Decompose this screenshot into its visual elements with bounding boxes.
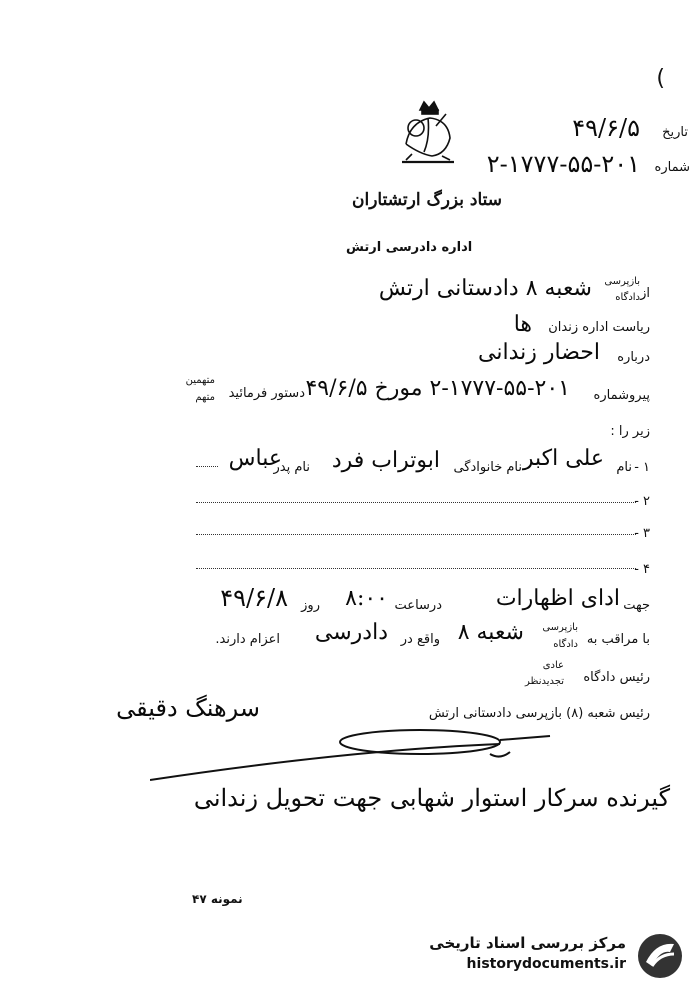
corner-mark: ( [656, 66, 665, 91]
list-item-1-family-value: ابوتراب فرد [331, 448, 440, 473]
date-label: تاریخ [662, 125, 688, 140]
escort-value: شعبه ۸ [457, 620, 524, 645]
list-item-3-num: ۳ - [634, 526, 650, 541]
signature-block-hand: سرهنگ دقیقی [116, 694, 260, 722]
from-value: شعبه ۸ دادستانی ارتش [378, 276, 592, 301]
day-label: روز [301, 598, 320, 613]
org-title: ستاد بزرگ ارتشتاران [352, 190, 503, 210]
escort-option-2: دادگاه [553, 639, 578, 650]
court-label: رئیس دادگاه [583, 670, 650, 685]
watermark [400, 932, 690, 982]
signature-stroke-icon [150, 720, 570, 790]
below-label: زیر را : [610, 424, 650, 439]
located-value: دادرسی [314, 620, 388, 645]
watermark-url: historydocuments.ir [466, 956, 626, 972]
lion-and-sun-emblem-icon [398, 96, 460, 168]
number-label: شماره [654, 160, 690, 175]
purpose-label: جهت [623, 598, 650, 613]
ref-option-2: متهم [195, 392, 215, 403]
about-value: احضار زندانی [478, 340, 600, 365]
watermark-title: مرکز بررسی اسناد تاریخی [429, 934, 626, 952]
list-item-1-father-value: عباس [228, 446, 282, 471]
list-item-1-name-label: نام [616, 460, 632, 475]
from-label: از [640, 286, 650, 301]
history-documents-logo-icon [636, 932, 684, 980]
list-item-1-num: ۱ - [634, 460, 650, 475]
to-label: ریاست اداره زندان [548, 320, 650, 335]
handwritten-note: گیرنده سرکار استوار شهابی جهت تحویل زندانی [193, 784, 670, 812]
day-value: ۴۹/۶/۸ [220, 584, 288, 612]
purpose-value: ادای اظهارات [495, 586, 620, 611]
list-item-2-line [196, 502, 636, 503]
about-label: درباره [617, 350, 650, 365]
list-item-1-father-label: نام پدر [273, 460, 310, 475]
form-number: نمونه ۴۷ [192, 892, 243, 906]
ref-option-1: متهمین [185, 375, 215, 386]
ref-suffix: دستور فرمائید [228, 386, 305, 401]
court-option-1: عادی [542, 660, 564, 671]
list-item-3-line [196, 534, 636, 535]
signature-block-label: رئیس شعبه (۸) بازپرسی دادستانی ارتش [428, 706, 650, 721]
number-value: ۲-۱۷۷۷-۵۵-۲۰۱ [486, 150, 640, 178]
ref-value: ۲-۱۷۷۷-۵۵-۲۰۱ مورخ ۴۹/۶/۵ [305, 376, 570, 401]
from-option-1: بازپرسی [604, 276, 640, 287]
date-value: ۴۹/۶/۵ [572, 114, 640, 142]
escort-suffix: اعزام دارند. [215, 632, 280, 647]
list-item-4-num: ۴ - [634, 562, 650, 577]
dept-title: اداره دادرسی ارتش [346, 240, 473, 255]
court-option-2: تجدیدنظر [524, 676, 564, 687]
time-value: ۸:۰۰ [345, 586, 388, 611]
ref-label: پیروشماره [593, 388, 650, 403]
to-value: ها [513, 312, 532, 337]
escort-option-1: بازپرسی [542, 622, 578, 633]
located-label: واقع در [400, 632, 440, 647]
escort-label: با مراقب به [586, 632, 650, 647]
time-label: درساعت [394, 598, 442, 613]
list-item-1-leader [196, 466, 218, 467]
list-item-4-line [196, 568, 636, 569]
list-item-1-family-label: نام خانوادگی [453, 460, 522, 475]
list-item-1-name-value: علی اکبر [522, 446, 604, 471]
from-option-2: دادگاه [615, 292, 640, 303]
list-item-2-num: ۲ - [634, 494, 650, 509]
